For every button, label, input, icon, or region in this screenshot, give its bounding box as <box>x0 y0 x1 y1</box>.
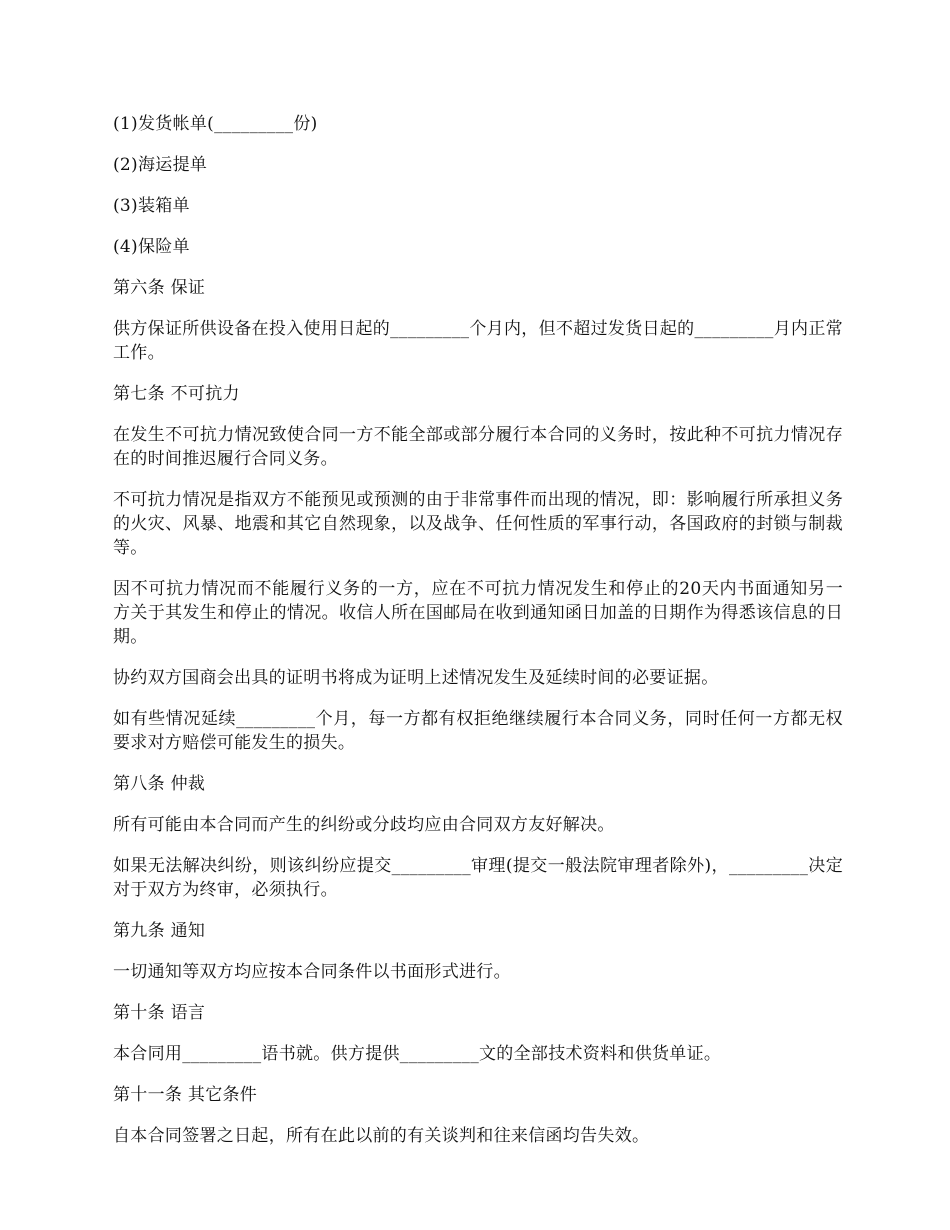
heading-article-11: 第十一条 其它条件 <box>113 1085 258 1105</box>
list-item-packing-list: (3)装箱单 <box>113 196 190 216</box>
heading-article-9: 第九条 通知 <box>113 921 206 941</box>
heading-article-6: 第六条 保证 <box>113 278 206 298</box>
list-item-bill-of-lading: (2)海运提单 <box>113 155 208 175</box>
paragraph-force-majeure-delay: 在发生不可抗力情况致使合同一方不能全部或部分履行本合同的义务时，按此种不可抗力情况存在的时间推迟履行合同义务。 <box>113 425 843 469</box>
paragraph-arbitration-amicable: 所有可能由本合同而产生的纠纷或分歧均应由合同双方友好解决。 <box>113 815 615 835</box>
list-item-invoice: (1)发货帐单(_________份) <box>113 114 318 134</box>
heading-article-8: 第八条 仲裁 <box>113 774 206 794</box>
heading-article-7: 第七条 不可抗力 <box>113 384 240 404</box>
paragraph-force-majeure-notice: 因不可抗力情况而不能履行义务的一方，应在不可抗力情况发生和停止的20天内书面通知另一方关于其发生和停止的情况。收信人所在国邮局在收到通知函日加盖的日期作为得悉该信息的日期。 <box>113 579 843 647</box>
paragraph-supersede: 自本合同签署之日起，所有在此以前的有关谈判和往来信函均告失效。 <box>113 1126 650 1146</box>
list-item-insurance: (4)保险单 <box>113 237 190 257</box>
paragraph-language: 本合同用_________语书就。供方提供_________文的全部技术资料和供货单证。 <box>113 1044 722 1064</box>
heading-article-10: 第十条 语言 <box>113 1003 206 1023</box>
paragraph-warranty: 供方保证所供设备在投入使用日起的_________个月内，但不超过发货日起的_________月内正常工作。 <box>113 319 843 363</box>
paragraph-force-majeure-certificate: 协约双方国商会出具的证明书将成为证明上述情况发生及延续时间的必要证据。 <box>113 668 719 688</box>
paragraph-force-majeure-definition: 不可抗力情况是指双方不能预见或预测的由于非常事件而出现的情况，即：影响履行所承担义务的火灾、风暴、地震和其它自然现象，以及战争、任何性质的军事行动，各国政府的封锁与制裁等。 <box>113 490 843 558</box>
document-page <box>113 112 843 1165</box>
paragraph-arbitration-submission: 如果无法解决纠纷，则该纠纷应提交_________审理(提交一般法院审理者除外)，_________决定对于双方为终审，必须执行。 <box>113 856 843 900</box>
paragraph-force-majeure-termination: 如有些情况延续_________个月，每一方都有权拒绝继续履行本合同义务，同时任何一方都无权要求对方赔偿可能发生的损失。 <box>113 709 843 753</box>
paragraph-notices: 一切通知等双方均应按本合同条件以书面形式进行。 <box>113 962 511 982</box>
